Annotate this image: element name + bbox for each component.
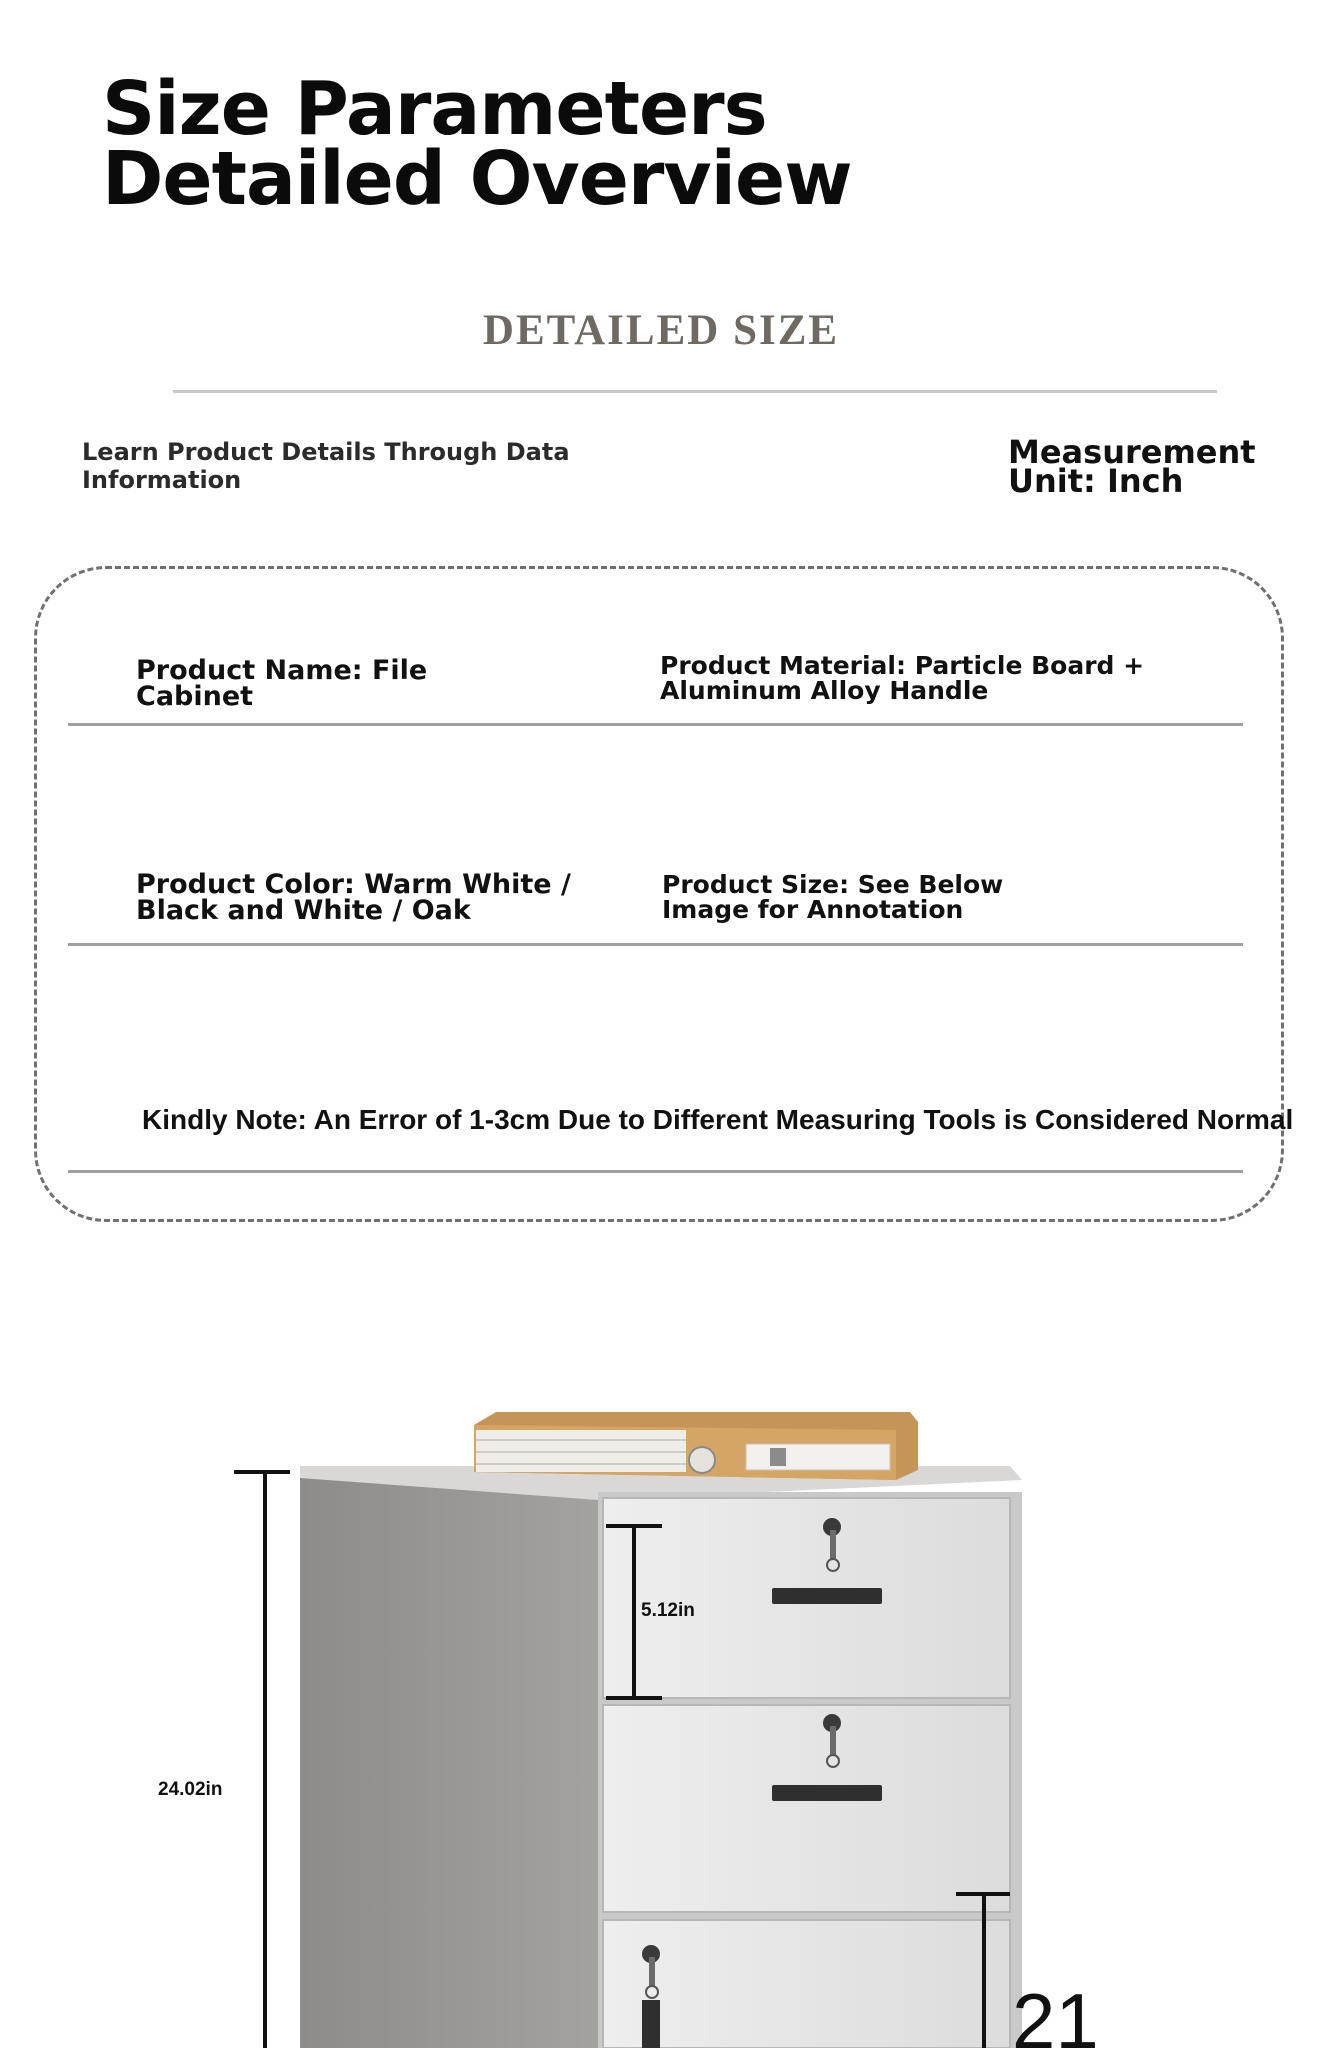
page-title: Size Parameters Detailed Overview [102,66,852,222]
partial-dimension-label: 21 [1012,1977,1099,2065]
cabinet-side [300,1475,598,2048]
drawer-bottom [603,1920,1010,2048]
product-name: Product Name: File Cabinet [136,655,428,712]
height-dimension [234,1472,290,2048]
divider [68,723,1243,726]
divider [68,1170,1243,1173]
divider [68,943,1243,946]
drawer-height-label: 5.12in [641,1600,695,1621]
drawer-handle [772,1785,882,1801]
product-color: Product Color: Warm White / Black and White / Oak [136,869,571,926]
measurement-note: Kindly Note: An Error of 1-3cm Due to Different Measuring Tools is Considered Normal [142,1104,1294,1135]
drawer-middle [603,1705,1010,1912]
section-subtitle: DETAILED SIZE [482,307,840,354]
folder-on-top [474,1412,918,1480]
drawer-handle [642,2000,660,2048]
drawer-handle [772,1588,882,1604]
measurement-unit: Measurement Unit: Inch [1008,433,1256,500]
product-size: Product Size: See Below Image for Annotation [662,870,1004,924]
cabinet-illustration [0,1380,1322,2048]
height-label: 24.02in [158,1779,223,1800]
product-material: Product Material: Particle Board + Aluminum Alloy Handle [660,651,1145,705]
divider [173,390,1217,393]
intro-text: Learn Product Details Through Data Information [82,438,570,494]
